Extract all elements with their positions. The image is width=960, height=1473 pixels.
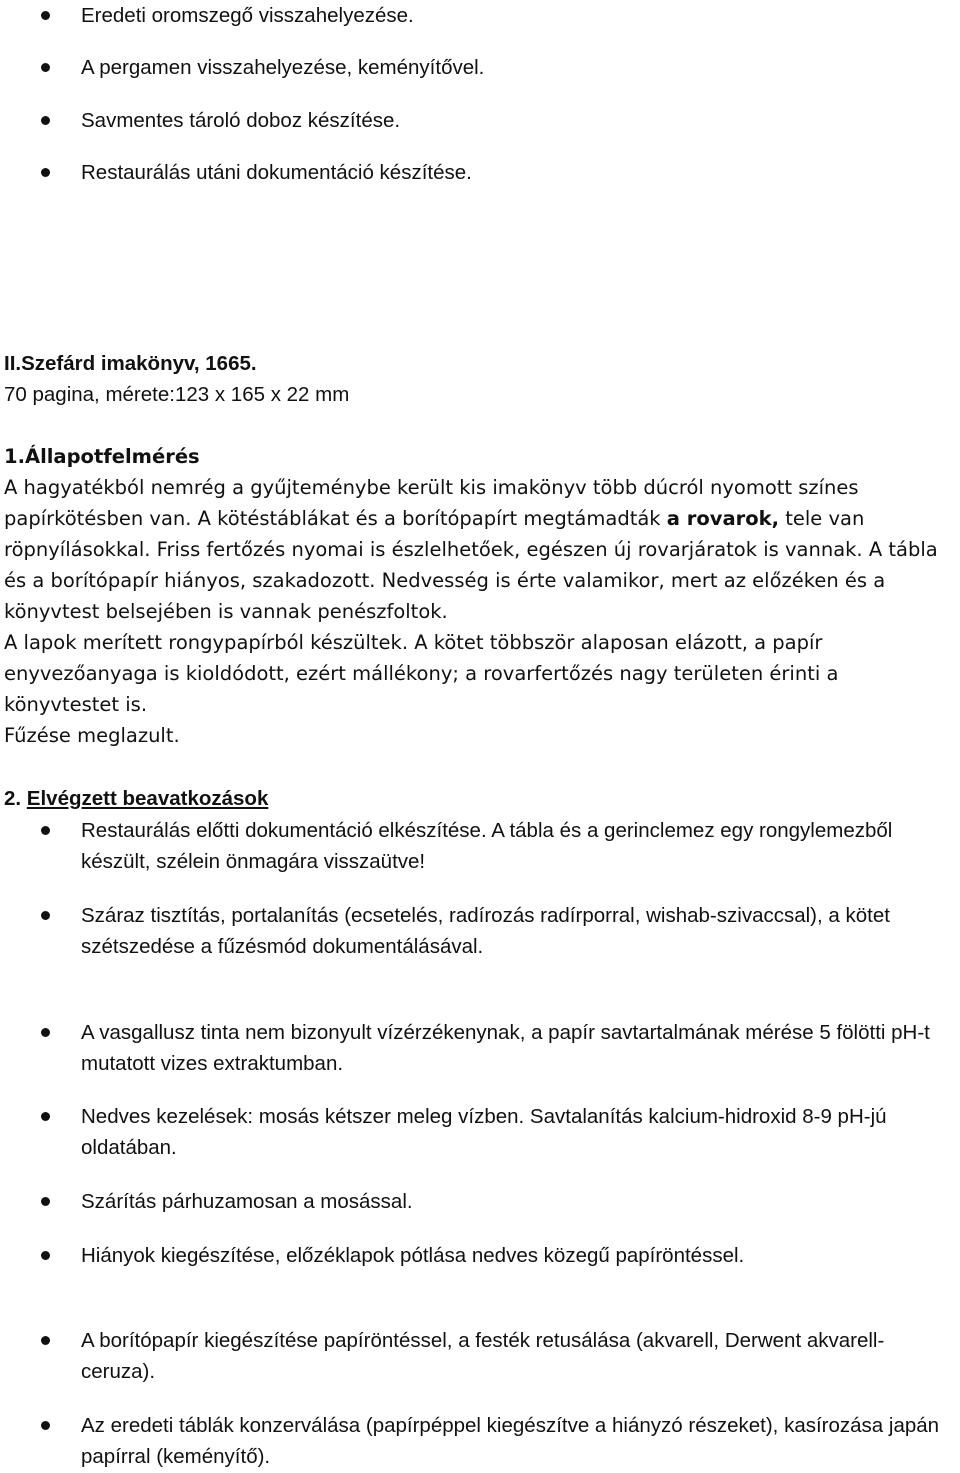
state-paragraph-2: A lapok merített rongypapírból készültek. A kötet többször alaposan elázott, a papír enyvezőanyaga is kioldódott, ezért mállékony; a rovarfertőzés nagy területen érinti a könyvtestet is. (4, 631, 839, 716)
list-item-text: A pergamen visszahelyezése, keményítővel. (81, 56, 485, 79)
dimensions-text: 70 pagina, mérete:123 x 165 x 22 mm (4, 383, 350, 406)
state-paragraph-1-bold: a rovarok, (666, 507, 780, 530)
bullet-icon (41, 63, 50, 72)
list-item-text: Hiányok kiegészítése, előzéklapok pótlása nedves közegű papíröntéssel. (81, 1244, 745, 1267)
interventions-heading (4, 783, 954, 814)
section-title: II.Szefárd imakönyv, 1665. (4, 352, 257, 375)
list-item-text: A borítópapír kiegészítése papíröntéssel, a festék retusálása (akvarell, Derwent akvarell-ceruza). (81, 1329, 885, 1383)
state-paragraph-1-part2: tele van röpnyílásokkal. Friss fertőzés nyomai is észlelhetőek, egészen új rovarjáratok is vannak. A tábla és a borítópapír hiányos, szakadozott. Nedvesség is érte valamikor, mert az előzéken és a könyvtest belsejében is vannak penészfoltok. (4, 507, 938, 623)
bullet-icon (41, 11, 50, 20)
bullet-icon (41, 1028, 50, 1037)
bullet-icon (41, 1112, 50, 1121)
bullet-icon (41, 1336, 50, 1345)
list-item-text: Az eredeti táblák konzerválása (papírpéppel kiegészítve a hiányzó részeket), kasírozása japán papírral (keményítő). (81, 1414, 940, 1468)
bullet-icon (41, 1197, 50, 1206)
bullet-icon (41, 1421, 50, 1430)
list-item-text: A vasgallusz tinta nem bizonyult vízérzékenynak, a papír savtartalmának mérése 5 fölötti pH-t mutatott vizes extraktumban. (81, 1021, 930, 1075)
bullet-icon (41, 116, 50, 125)
bullet-icon (41, 1251, 50, 1260)
list-item-text: Eredeti oromszegő visszahelyezése. (81, 4, 414, 27)
bullet-icon (41, 826, 50, 835)
bullet-icon (41, 168, 50, 177)
state-paragraph-3: Fűzése meglazult. (4, 724, 180, 747)
state-paragraph-1-part1: A hagyatékból nemrég a gyűjteménybe került kis imakönyv több dúcról nyomott színes papírkötésben van. A kötéstáblákat és a borítópapírt megtámadták (4, 476, 859, 530)
list-item-text: Nedves kezelések: mosás kétszer meleg vízben. Savtalanítás kalcium-hidroxid 8-9 pH-jú oldatában. (81, 1105, 887, 1159)
list-item-text: Restaurálás utáni dokumentáció készítése. (81, 161, 472, 184)
list-item-text: Savmentes tároló doboz készítése. (81, 109, 401, 132)
list-item-text: Restaurálás előtti dokumentáció elkészítése. A tábla és a gerinclemez egy rongylemezből készült, szélein önmagára visszaütve! (81, 819, 893, 873)
state-paragraph-1 (4, 472, 958, 627)
list-item-text: Száraz tisztítás, portalanítás (ecsetelés, radírozás radírporral, wishab-szivaccsal), a kötet szétszedése a fűzésmód dokumentálásával. (81, 904, 890, 958)
interventions-heading-number: 2. (4, 787, 27, 810)
list-item-text: Szárítás párhuzamosan a mosással. (81, 1190, 413, 1213)
interventions-heading-text: Elvégzett beavatkozások (26, 787, 269, 810)
bullet-icon (41, 911, 50, 920)
state-heading: 1.Állapotfelmérés (4, 445, 200, 468)
